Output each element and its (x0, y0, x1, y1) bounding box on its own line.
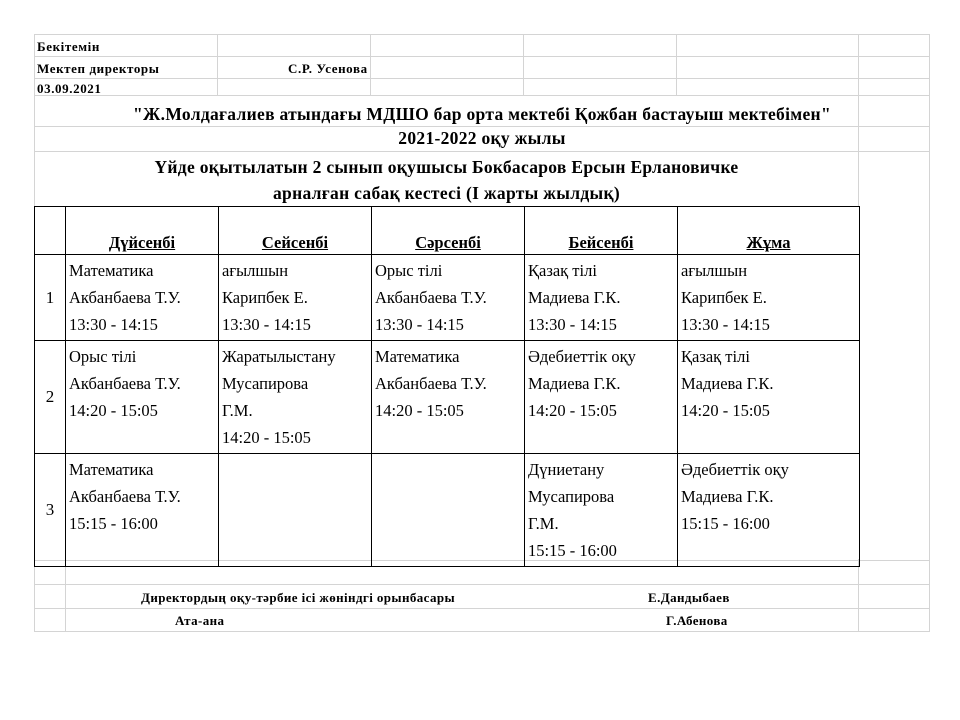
lesson-cell (219, 454, 372, 567)
lesson-cell: ағылшын Карипбек Е. 13:30 - 14:15 (219, 255, 372, 341)
lesson-number: 3 (35, 454, 66, 567)
gridline (34, 631, 930, 632)
gridline (523, 34, 524, 95)
day-header: Дүйсенбі (66, 207, 219, 255)
gridline (34, 78, 930, 79)
schedule-header-row (35, 207, 860, 255)
parent-name: Г.Абенова (666, 613, 728, 628)
schedule-row (35, 255, 860, 341)
spreadsheet-page (34, 34, 930, 634)
parent-title: Ата-ана (175, 613, 225, 628)
gridline (34, 584, 930, 585)
deputy-name: Е.Дандыбаев (648, 590, 730, 605)
lesson-cell: ағылшын Карипбек Е. 13:30 - 14:15 (678, 255, 860, 341)
lesson-cell: Орыс тілі Акбанбаева Т.У. 13:30 - 14:15 (372, 255, 525, 341)
academic-year: 2021-2022 оқу жылы (398, 128, 566, 148)
lesson-cell: Жаратылыстану Мусапирова Г.М. 14:20 - 15:05 (219, 341, 372, 454)
gridline (34, 151, 930, 152)
gridline (34, 95, 930, 96)
lesson-cell (372, 454, 525, 567)
schedule-row (35, 341, 860, 454)
lesson-cell: Дүниетану Мусапирова Г.М. 15:15 - 16:00 (525, 454, 678, 567)
lesson-number: 2 (35, 341, 66, 454)
gridline (858, 559, 859, 632)
gridline (34, 34, 930, 35)
lesson-cell: Орыс тілі Акбанбаева Т.У. 14:20 - 15:05 (66, 341, 219, 454)
gridline (676, 34, 677, 95)
schedule-subtitle: арналған сабақ кестесі (І жарты жылдық) (273, 183, 620, 203)
schedule-table (34, 206, 860, 567)
gridline (217, 34, 218, 95)
gridline (370, 34, 371, 95)
lesson-cell: Қазақ тілі Мадиева Г.К. 13:30 - 14:15 (525, 255, 678, 341)
gridline (34, 126, 930, 127)
lesson-number: 1 (35, 255, 66, 341)
approval-date: 03.09.2021 (37, 81, 102, 96)
director-name: С.Р. Усенова (288, 61, 368, 76)
lesson-cell: Математика Акбанбаева Т.У. 14:20 - 15:05 (372, 341, 525, 454)
lesson-cell: Әдебиеттік оқу Мадиева Г.К. 14:20 - 15:05 (525, 341, 678, 454)
lesson-cell: Әдебиеттік оқу Мадиева Г.К. 15:15 - 16:00 (678, 454, 860, 567)
school-title: "Ж.Молдағалиев атындағы МДШО бар орта мектебі Қожбан бастауыш мектебімен" (133, 104, 831, 124)
schedule-row (35, 454, 860, 567)
lesson-cell: Математика Акбанбаева Т.У. 13:30 - 14:15 (66, 255, 219, 341)
lesson-number-header (35, 207, 66, 255)
gridline (65, 559, 66, 632)
lesson-cell: Қазақ тілі Мадиева Г.К. 14:20 - 15:05 (678, 341, 860, 454)
deputy-title: Директордың оқу-тәрбие ісі жөніндгі орынбасары (141, 590, 456, 605)
lesson-cell: Математика Акбанбаева Т.У. 15:15 - 16:00 (66, 454, 219, 567)
day-header: Сейсенбі (219, 207, 372, 255)
student-title: Үйде оқытылатын 2 сынып оқушысы Бокбасаров Ерсын Ерлановичке (154, 157, 739, 177)
gridline (34, 608, 930, 609)
gridline (34, 56, 930, 57)
approval-label: Бекітемін (37, 39, 100, 54)
day-header: Сәрсенбі (372, 207, 525, 255)
director-title: Мектеп директоры (37, 61, 160, 76)
day-header: Жұма (678, 207, 860, 255)
day-header: Бейсенбі (525, 207, 678, 255)
